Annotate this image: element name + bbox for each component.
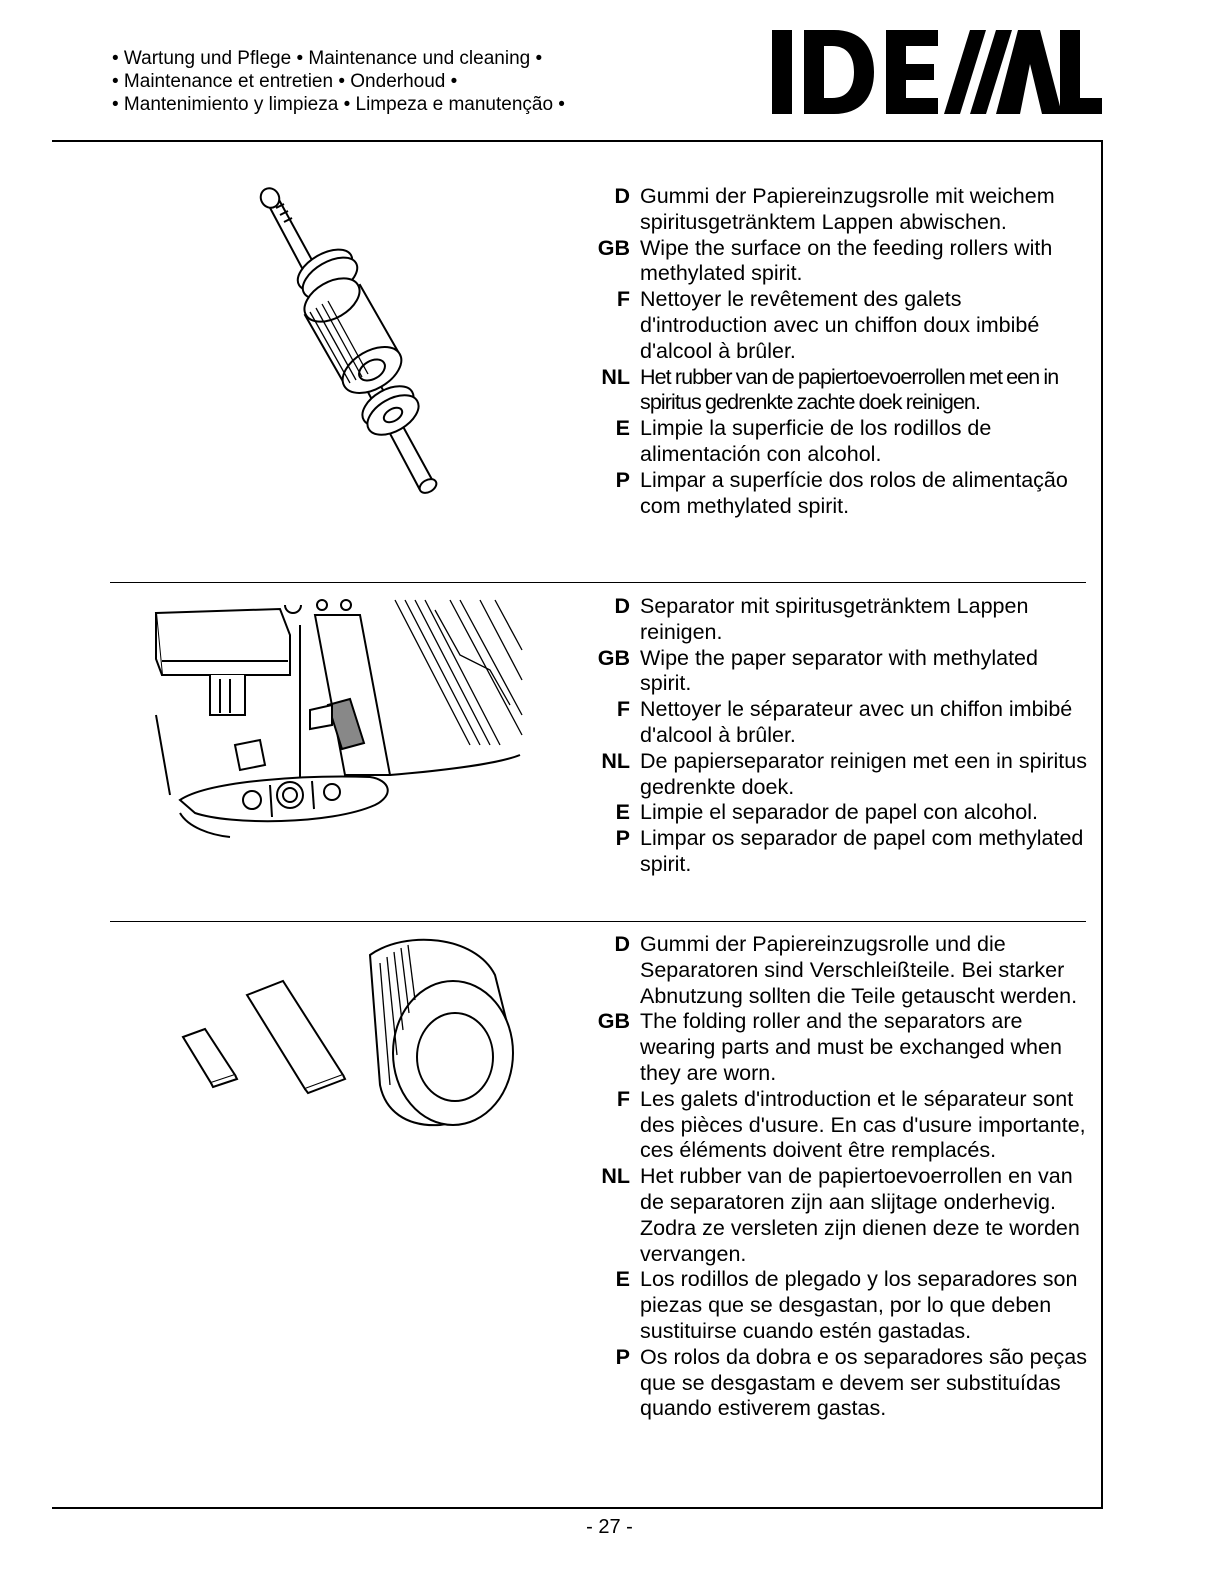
section-wearing-parts [590,932,1090,1422]
header-line: • Mantenimiento y limpieza • Limpeza e manutenção • [112,94,565,115]
language-code: P [615,1344,630,1369]
section-cleaning-separator [590,594,1090,878]
language-code: D [614,932,630,956]
language-code: P [615,826,630,851]
language-code: NL [601,364,630,389]
feeding-roller-illustration [250,180,450,500]
instruction-text: Wipe the surface on the feeding rollers with methylated spirit. [640,235,1053,286]
language-code: GB [597,645,630,670]
instruction-entry [590,646,1090,698]
section-divider [110,582,1086,583]
language-code: NL [601,1164,630,1189]
instruction-text: Nettoyer le séparateur avec un chiffon imbibé d'alcool à brûler. [640,697,1073,747]
instruction-text: Gummi der Papiereinzugsrolle und die Separatoren sind Verschleißteile. Bei starker Abnutzung sollten die Teile getauscht werden. [640,932,1078,1008]
instruction-entry [590,236,1090,288]
instruction-text: Limpie la superficie de los rodillos de alimentación con alcohol. [640,416,992,466]
section-cleaning-rollers [590,184,1090,519]
instruction-entry [590,468,1090,520]
instruction-entry [590,287,1090,364]
instruction-entry [590,1087,1090,1164]
ideal-logo [772,30,1102,114]
right-border [1101,140,1103,1508]
instruction-entry [590,594,1090,646]
language-code: GB [597,235,630,260]
header-rule [52,140,1103,142]
instruction-entry [590,932,1090,1009]
language-code: F [616,697,630,722]
language-code: F [616,1086,630,1111]
instruction-text: Separator mit spiritusgetränktem Lappen reinigen. [640,594,1029,644]
section-divider [110,921,1086,922]
language-code: D [614,184,630,208]
language-code: NL [601,748,630,773]
language-code: E [615,1267,630,1292]
instruction-text: The folding roller and the separators are wearing parts and must be exchanged when they are worn. [640,1009,1062,1085]
instruction-entry [590,416,1090,468]
instruction-text: Gummi der Papiereinzugsrolle mit weichem spiritusgetränktem Lappen abwischen. [640,184,1055,234]
instruction-entry [590,1267,1090,1344]
header-line: • Wartung und Pflege • Maintenance und cleaning • [112,48,543,69]
header-line: • Maintenance et entretien • Onderhoud • [112,71,458,92]
language-code: E [615,416,630,441]
instruction-text: Os rolos da dobra e os separadores são peças que se desgastam e devem ser substituídas quando estiverem gastas. [640,1344,1087,1421]
wearing-parts-illustration [175,935,520,1135]
instruction-text: Limpar a superfície dos rolos de alimentação com methylated spirit. [640,467,1068,518]
instruction-entry [590,800,1090,826]
language-code: P [615,467,630,492]
instruction-text: De papierseparator reinigen met een in spiritus gedrenkte doek. [640,748,1087,799]
header-topics [112,47,565,116]
language-code: GB [597,1009,630,1034]
instruction-entry [590,1164,1090,1267]
instruction-entry [590,365,1090,417]
page-number: - 27 - [586,1516,633,1538]
language-code: D [614,594,630,618]
instruction-text: Het rubber van de papiertoevoerrollen met een in spiritus gedrenkte zachte doek reinigen. [640,364,1059,415]
instruction-text: Limpie el separador de papel con alcohol. [640,800,1039,825]
instruction-entry [590,826,1090,878]
instruction-entry [590,1345,1090,1422]
instruction-entry [590,184,1090,236]
instruction-entry [590,697,1090,749]
footer-rule [52,1507,1103,1509]
instruction-text: Les galets d'introduction et le séparateur sont des pièces d'usure. En cas d'usure importante, ces éléments doivent être remplacés. [640,1086,1086,1163]
instruction-text: Het rubber van de papiertoevoerrollen en van de separatoren zijn aan slijtage onderhevig. Zodra ze versleten zijn dienen deze te worden vervangen. [640,1164,1080,1266]
language-code: E [615,800,630,825]
instruction-text: Nettoyer le revêtement des galets d'introduction avec un chiffon doux imbibé d'alcool à brûler. [640,287,1040,363]
separator-illustration [150,595,530,845]
language-code: F [616,287,630,312]
instruction-text: Limpar os separador de papel com methylated spirit. [640,826,1084,876]
instruction-text: Wipe the paper separator with methylated spirit. [640,645,1038,696]
instruction-text: Los rodillos de plegado y los separadores son piezas que se desgastan, por lo que deben sustituirse cuando estén gastadas. [640,1267,1078,1343]
instruction-entry [590,749,1090,801]
instruction-entry [590,1009,1090,1086]
